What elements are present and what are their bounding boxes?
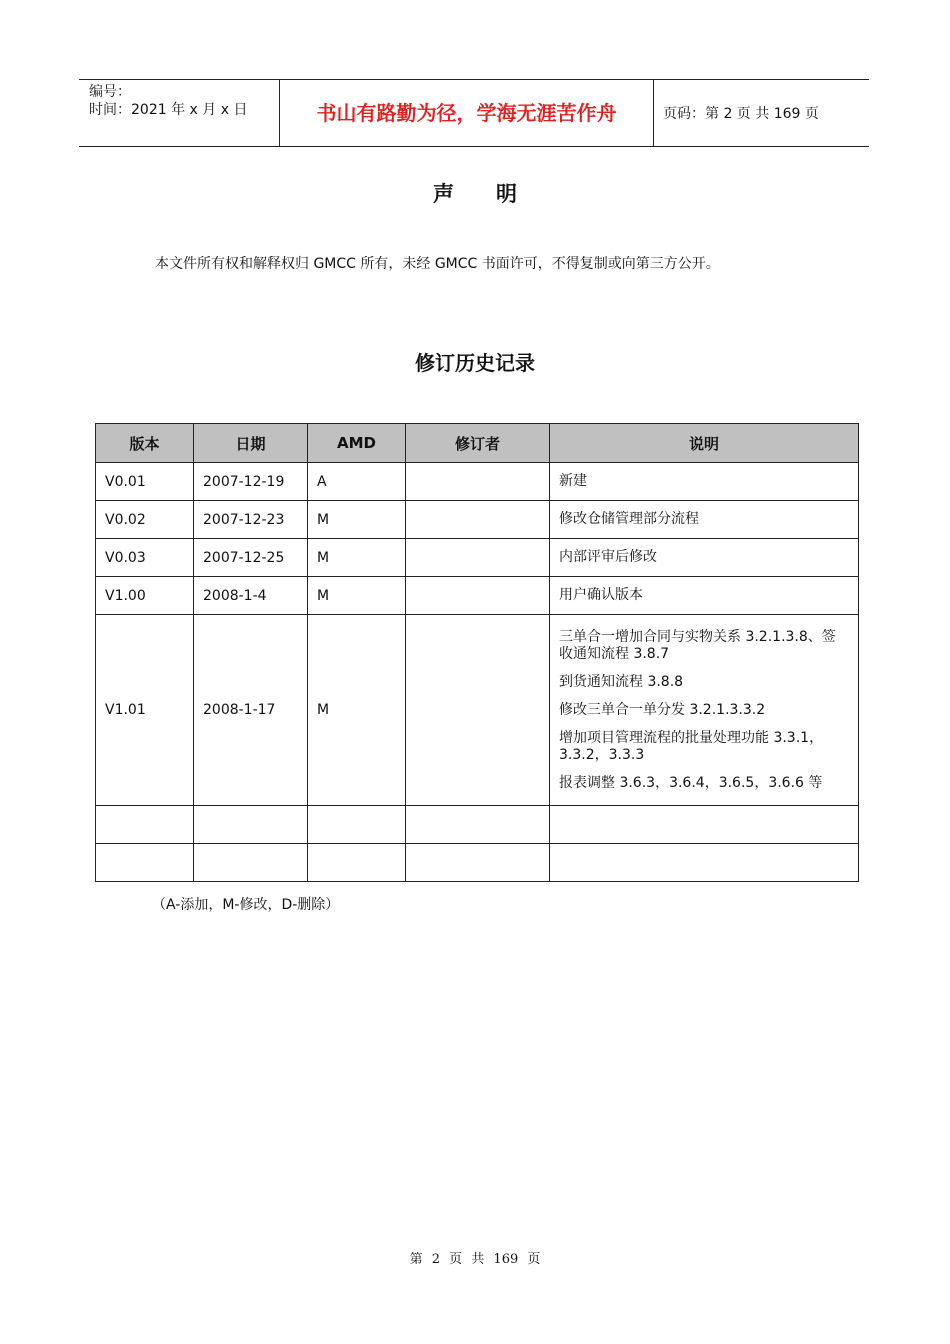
cell-date: 2007-12-19 <box>194 463 308 501</box>
column-header-author: 修订者 <box>406 424 550 463</box>
cell-author <box>406 615 550 806</box>
column-header-date: 日期 <box>194 424 308 463</box>
cell-author <box>406 577 550 615</box>
table-row <box>96 615 859 806</box>
cell-version: V0.03 <box>96 539 194 577</box>
declaration-title: 声明 <box>433 182 559 206</box>
cell-author <box>406 463 550 501</box>
amd-legend: （A-添加，M-修改，D-删除） <box>152 897 340 913</box>
cell-notes <box>550 806 859 844</box>
revision-history-table <box>95 423 859 882</box>
note-line: 内部评审后修改 <box>559 549 657 565</box>
document-time-label: 时间：2021 年 x 月 x 日 <box>89 102 248 118</box>
table-row <box>96 463 859 501</box>
cell-author <box>406 501 550 539</box>
column-header-version: 版本 <box>96 424 194 463</box>
cell-amd: M <box>308 539 406 577</box>
cell-notes <box>550 463 859 501</box>
note-line: 新建 <box>559 473 587 489</box>
cell-version: V1.00 <box>96 577 194 615</box>
table-header-row <box>96 424 859 463</box>
table-row <box>96 806 859 844</box>
note-line: 三单合一增加合同与实物关系 3.2.1.3.8、签收通知流程 3.8.7 <box>559 628 836 662</box>
cell-notes <box>550 577 859 615</box>
cell-amd: M <box>308 577 406 615</box>
cell-author <box>406 539 550 577</box>
cell-amd <box>308 844 406 882</box>
cell-version <box>96 844 194 882</box>
note-line: 修改仓储管理部分流程 <box>559 511 699 527</box>
table-row <box>96 577 859 615</box>
cell-notes <box>550 844 859 882</box>
table-row <box>96 539 859 577</box>
cell-version: V0.02 <box>96 501 194 539</box>
column-header-notes: 说明 <box>550 424 859 463</box>
table-row <box>96 501 859 539</box>
header-meta <box>79 80 280 146</box>
column-header-amd: AMD <box>308 424 406 463</box>
cell-amd: A <box>308 463 406 501</box>
cell-author <box>406 844 550 882</box>
cell-date: 2008-1-17 <box>194 615 308 806</box>
note-line: 增加项目管理流程的批量处理功能 3.3.1，3.3.2，3.3.3 <box>559 729 824 763</box>
header-slogan: 书山有路勤为径，学海无涯苦作舟 <box>280 80 654 146</box>
cell-version: V1.01 <box>96 615 194 806</box>
document-number-label: 编号： <box>89 84 131 100</box>
table-body <box>96 463 859 882</box>
note-line: 报表调整 3.6.3，3.6.4，3.6.5，3.6.6 等 <box>559 774 823 791</box>
cell-date: 2007-12-25 <box>194 539 308 577</box>
cell-version <box>96 806 194 844</box>
cell-notes <box>550 501 859 539</box>
cell-amd: M <box>308 615 406 806</box>
header-page-info: 页码：第 2 页 共 169 页 <box>663 106 819 122</box>
cell-date: 2008-1-4 <box>194 577 308 615</box>
cell-date: 2007-12-23 <box>194 501 308 539</box>
table-row <box>96 844 859 882</box>
cell-date <box>194 806 308 844</box>
declaration-text: 本文件所有权和解释权归 GMCC 所有，未经 GMCC 书面许可，不得复制或向第三方公开。 <box>155 256 720 272</box>
note-line: 修改三单合一单分发 3.2.1.3.3.2 <box>559 701 766 718</box>
cell-author <box>406 806 550 844</box>
cell-notes <box>550 615 859 806</box>
cell-amd <box>308 806 406 844</box>
page-footer: 第 2 页 共 169 页 <box>409 1252 541 1267</box>
cell-amd: M <box>308 501 406 539</box>
note-line: 到货通知流程 3.8.8 <box>559 673 684 690</box>
page-header <box>79 79 869 147</box>
cell-version: V0.01 <box>96 463 194 501</box>
revision-history-title: 修订历史记录 <box>415 351 535 375</box>
cell-notes <box>550 539 859 577</box>
cell-date <box>194 844 308 882</box>
note-line: 用户确认版本 <box>559 587 643 603</box>
